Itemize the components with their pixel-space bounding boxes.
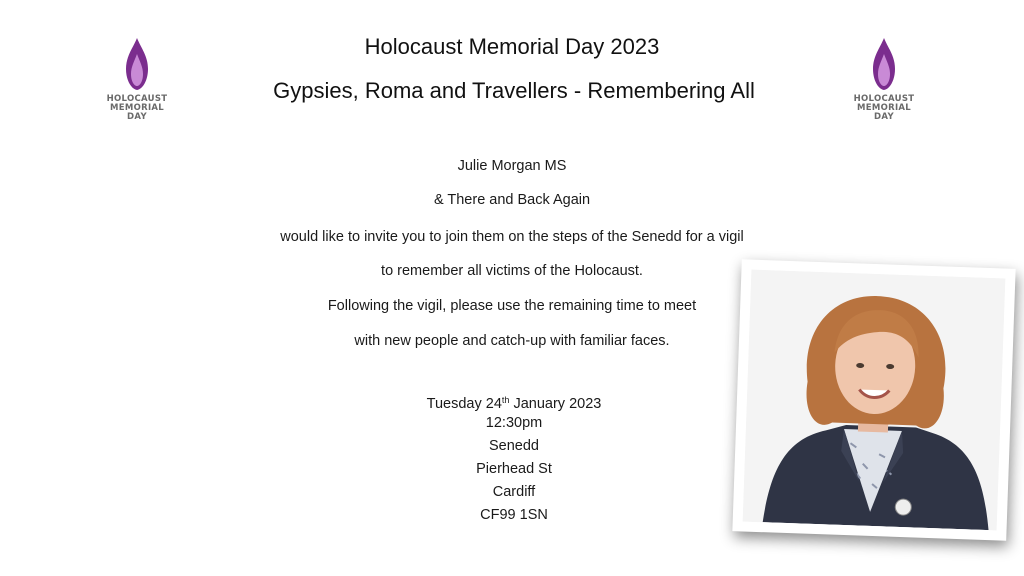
invitation-line: would like to invite you to join them on the steps of the Senedd for a vigil — [280, 229, 744, 245]
event-venue: Senedd — [489, 438, 539, 454]
logo-text-line: MEMORIAL — [109, 103, 165, 113]
invitation-line: to remember all victims of the Holocaust. — [381, 263, 643, 279]
co-host-name: & There and Back Again — [433, 192, 591, 208]
portrait-photo — [743, 270, 1006, 531]
portrait-illustration — [743, 270, 1006, 531]
logo-text-line: DAY — [127, 112, 147, 122]
page-subtitle: Gypsies, Roma and Travellers - Remembering All — [273, 78, 755, 103]
logo-text-line: HOLOCAUST — [106, 94, 168, 104]
host-name: Julie Morgan MS — [457, 158, 567, 174]
logo-text-line: DAY — [874, 112, 894, 122]
event-details — [414, 389, 614, 527]
event-date: Tuesday 24th January 2023 — [426, 395, 602, 412]
logo-text-line: MEMORIAL — [856, 103, 912, 113]
portrait-photo-frame — [732, 259, 1015, 540]
page-title: Holocaust Memorial Day 2023 — [364, 34, 660, 59]
invitation-line: Following the vigil, please use the remaining time to meet — [327, 298, 697, 314]
event-time: 12:30pm — [485, 415, 543, 431]
logo-text-line: HOLOCAUST — [853, 94, 915, 104]
event-postcode: CF99 1SN — [480, 507, 548, 523]
invitation-line: with new people and catch-up with familiar faces. — [354, 333, 670, 349]
event-city: Cardiff — [492, 484, 536, 500]
event-street: Pierhead St — [476, 461, 552, 477]
